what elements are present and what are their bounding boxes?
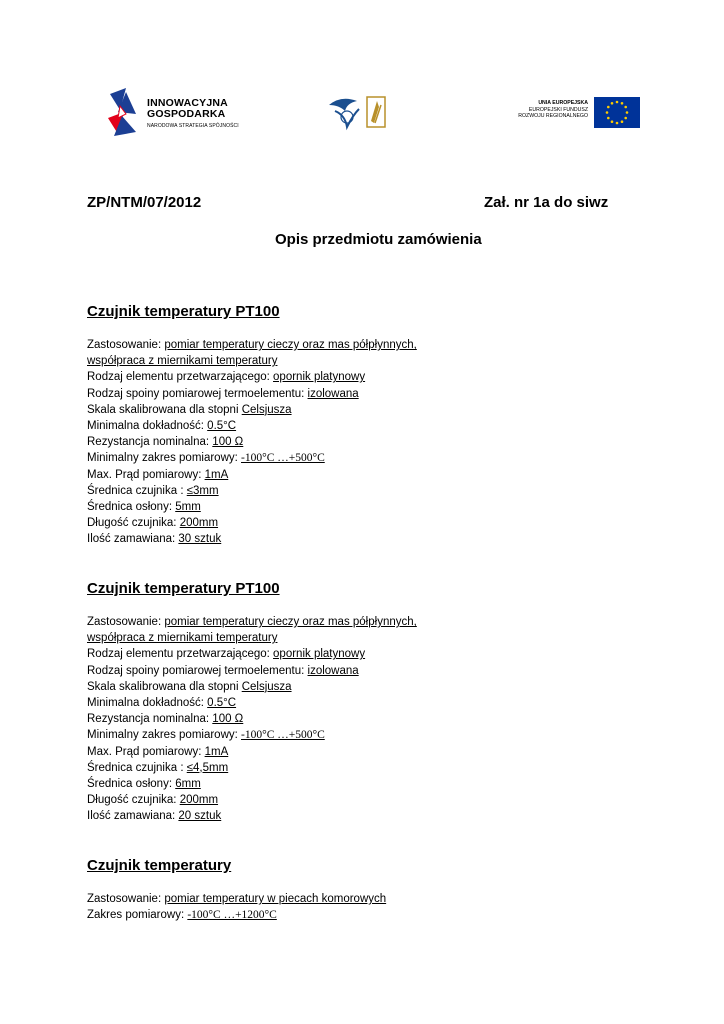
spec-label: Średnica osłony: — [87, 501, 176, 514]
spec-value: pomiar temperatury cieczy oraz mas półpłynnych, — [164, 339, 417, 351]
spec-row — [87, 695, 417, 711]
spec-row — [87, 808, 417, 824]
spec-value: Celsjusza — [241, 403, 292, 416]
spec-label: Długość czujnika: — [87, 517, 180, 530]
section-heading: Czujnik temperatury PT100 — [87, 580, 280, 597]
spec-label: Zastosowanie: — [87, 616, 165, 628]
spec-row — [87, 434, 417, 450]
spec-row — [87, 663, 417, 679]
spec-value: pomiar temperatury cieczy oraz mas półpłynnych, — [164, 616, 417, 628]
spec-row — [87, 630, 417, 646]
logo-left-title: INNOWACYJNA GOSPODARKA — [147, 97, 228, 120]
spec-value: Celsjusza — [241, 680, 292, 693]
spec-row — [87, 727, 417, 743]
spec-label: Rezystancja nominalna: — [87, 436, 213, 449]
spec-value: 30 sztuk — [178, 533, 222, 546]
innowacyjna-gospodarka-logo — [106, 88, 256, 138]
spec-row — [87, 499, 417, 515]
spec-label: Minimalna dokładność: — [87, 697, 208, 710]
spec-row — [87, 467, 417, 483]
spec-row — [87, 369, 417, 385]
spec-list — [87, 337, 417, 548]
spec-label: Skala skalibrowana dla stopni — [87, 403, 242, 416]
section-3 — [87, 857, 386, 923]
document-title: Opis przedmiotu zamówienia — [275, 231, 482, 248]
spec-label: Ilość zamawiana: — [87, 533, 179, 546]
spec-value: 100 Ω — [212, 436, 244, 449]
spec-row — [87, 515, 417, 531]
spec-value: -100°C …+500°C — [241, 452, 325, 465]
spec-value: opornik platynowy — [273, 648, 366, 661]
section-2 — [87, 580, 417, 825]
spec-list — [87, 614, 417, 825]
spec-label: Ilość zamawiana: — [87, 810, 179, 823]
spec-label: Minimalna dokładność: — [87, 420, 208, 433]
document-reference: ZP/NTM/07/2012 — [87, 194, 202, 211]
spec-row — [87, 483, 417, 499]
spec-label: Rodzaj spoiny pomiarowej termoelementu: — [87, 664, 308, 677]
spec-value: ≤4,5mm — [186, 761, 229, 774]
spec-value: 0.5°C — [207, 420, 237, 433]
spec-label: Średnica czujnika : — [87, 761, 187, 774]
eu-logo-text: UNIA EUROPEJSKA EUROPEJSKI FUNDUSZ ROZWOJU REGIONALNEGO — [518, 100, 588, 119]
spec-label: Max. Prąd pomiarowy: — [87, 745, 205, 758]
spec-row — [87, 792, 417, 808]
spec-row — [87, 646, 417, 662]
spec-label: Długość czujnika: — [87, 794, 180, 807]
spec-row — [87, 891, 386, 907]
spec-value: 20 sztuk — [178, 810, 222, 823]
spec-row — [87, 450, 417, 466]
spec-label: Zakres pomiarowy: — [87, 909, 188, 922]
spec-label: Rezystancja nominalna: — [87, 713, 213, 726]
spec-row — [87, 744, 417, 760]
logo-left-subtitle: NARODOWA STRATEGIA SPÓJNOŚCI — [147, 123, 239, 129]
spec-row — [87, 402, 417, 418]
spec-value: współpraca z miernikami temperatury — [87, 632, 278, 645]
spec-row — [87, 418, 417, 434]
spec-row — [87, 353, 417, 369]
spec-label: Rodzaj elementu przetwarzającego: — [87, 648, 274, 661]
eu-logo — [508, 95, 642, 131]
spec-label: Minimalny zakres pomiarowy: — [87, 729, 242, 742]
spec-value: 1mA — [204, 745, 229, 758]
spec-row — [87, 711, 417, 727]
spec-label: Średnica osłony: — [87, 778, 176, 791]
spec-value: izolowana — [307, 387, 359, 400]
spec-value: -100°C …+500°C — [241, 729, 325, 742]
spec-label: Minimalny zakres pomiarowy: — [87, 452, 242, 465]
spec-value: 6mm — [175, 778, 201, 791]
spec-value: -100°C …+1200°C — [187, 909, 277, 922]
eu-flag-icon — [594, 97, 640, 128]
star-emblem-icon — [106, 88, 142, 138]
spec-value: 5mm — [175, 501, 201, 514]
spec-label: Max. Prąd pomiarowy: — [87, 468, 205, 481]
spec-label: Zastosowanie: — [87, 893, 165, 905]
spec-row — [87, 907, 386, 923]
spec-label: Zastosowanie: — [87, 339, 165, 351]
spec-row — [87, 386, 417, 402]
spec-label: Skala skalibrowana dla stopni — [87, 680, 242, 693]
section-heading: Czujnik temperatury — [87, 857, 232, 874]
section-heading: Czujnik temperatury PT100 — [87, 303, 280, 320]
spec-value: 0.5°C — [207, 697, 237, 710]
spec-value: opornik platynowy — [273, 371, 366, 384]
spec-value: 1mA — [204, 468, 229, 481]
spec-value: 200mm — [179, 794, 219, 807]
spec-value: 200mm — [179, 517, 219, 530]
spec-row — [87, 679, 417, 695]
spec-value: pomiar temperatury w piecach komorowych — [164, 893, 387, 905]
spec-list — [87, 891, 386, 923]
spec-row — [87, 531, 417, 547]
spec-row — [87, 614, 417, 630]
spec-label: Rodzaj elementu przetwarzającego: — [87, 371, 274, 384]
institute-logo — [327, 93, 389, 133]
attachment-number: Zał. nr 1a do siwz — [484, 194, 609, 211]
spec-row — [87, 776, 417, 792]
spec-row — [87, 760, 417, 776]
section-1 — [87, 303, 417, 548]
spec-label: Rodzaj spoiny pomiarowej termoelementu: — [87, 387, 308, 400]
spec-value: izolowana — [307, 664, 359, 677]
spec-value: współpraca z miernikami temperatury — [87, 355, 278, 368]
spec-value: ≤3mm — [186, 484, 219, 497]
institute-emblem-icon — [327, 93, 389, 133]
spec-label: Średnica czujnika : — [87, 484, 187, 497]
spec-value: 100 Ω — [212, 713, 244, 726]
spec-row — [87, 337, 417, 353]
